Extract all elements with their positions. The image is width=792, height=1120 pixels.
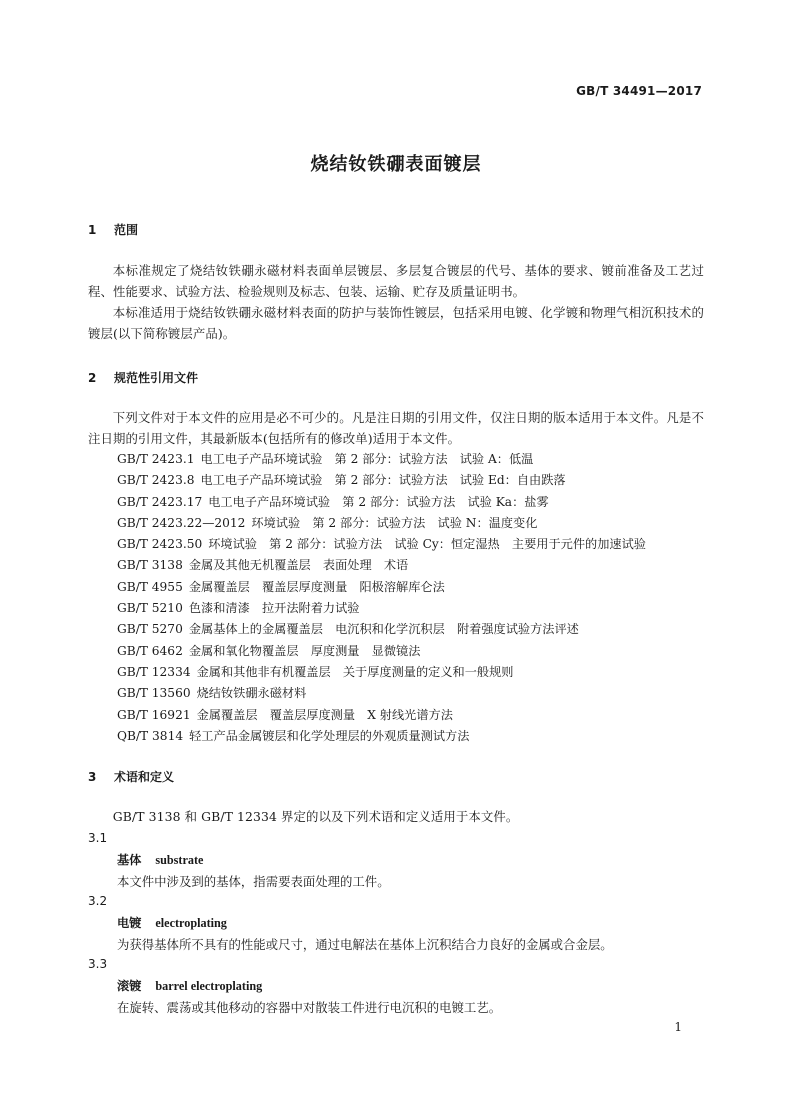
standard-code: GB/T 34491—2017 <box>576 84 702 98</box>
reference-list <box>117 449 717 747</box>
section-1-number: 1 <box>88 223 97 237</box>
reference-code: GB/T 12334 <box>117 664 191 679</box>
reference-code: GB/T 16921 <box>117 707 191 722</box>
section-2-number: 2 <box>88 371 97 385</box>
reference-title: 轻工产品金属镀层和化学处理层的外观质量测试方法 <box>189 728 470 743</box>
reference-item <box>117 662 717 683</box>
term-number: 3.1 <box>88 831 108 845</box>
section-1-para-1: 本标准规定了烧结钕铁硼永磁材料表面单层镀层、多层复合镀层的代号、基体的要求、镀前准备及工艺过程、性能要求、试验方法、检验规则及标志、包装、运输、贮存及质量证明书。 <box>88 263 704 299</box>
term-number: 3.3 <box>88 957 108 971</box>
reference-code: GB/T 2423.22—2012 <box>117 515 246 530</box>
term-name-zh: 基体 <box>117 853 142 867</box>
section-1-title: 范围 <box>114 223 139 237</box>
section-3-title: 术语和定义 <box>114 770 175 784</box>
reference-title: 烧结钕铁硼永磁材料 <box>196 686 307 701</box>
reference-item <box>117 598 717 619</box>
reference-title: 金属基体上的金属覆盖层 电沉积和化学沉积层 附着强度试验方法评述 <box>188 622 579 637</box>
reference-title: 金属及其他无机覆盖层 表面处理 术语 <box>188 558 409 573</box>
reference-title: 金属覆盖层 覆盖层厚度测量 X 射线光谱方法 <box>196 707 453 722</box>
term-definition: 本文件中涉及到的基体，指需要表面处理的工件。 <box>117 874 390 889</box>
reference-item <box>117 683 717 704</box>
term-name <box>117 914 227 931</box>
reference-item <box>117 705 717 726</box>
term-name <box>117 977 262 994</box>
reference-item <box>117 534 717 555</box>
reference-code: QB/T 3814 <box>117 728 184 743</box>
reference-title: 电工电子产品环境试验 第 2 部分：试验方法 试验 A：低温 <box>200 452 534 466</box>
reference-item <box>117 492 717 513</box>
term-definition: 在旋转、震荡或其他移动的容器中对散装工件进行电沉积的电镀工艺。 <box>117 1000 502 1015</box>
reference-code: GB/T 13560 <box>117 686 191 701</box>
section-3-heading <box>88 768 174 785</box>
page-number: 1 <box>674 1020 682 1034</box>
section-2-title: 规范性引用文件 <box>114 371 199 385</box>
document-title: 烧结钕铁硼表面镀层 <box>310 154 482 175</box>
reference-code: GB/T 2423.8 <box>117 473 195 488</box>
reference-title: 电工电子产品环境试验 第 2 部分：试验方法 试验 Ka：盐雾 <box>208 494 549 509</box>
reference-item <box>117 577 717 598</box>
reference-code: GB/T 3138 <box>117 558 183 573</box>
reference-code: GB/T 6462 <box>117 643 183 658</box>
reference-item <box>117 513 717 534</box>
reference-code: GB/T 2423.50 <box>117 537 203 552</box>
reference-title: 环境试验 第 2 部分：试验方法 试验 N：温度变化 <box>251 515 538 530</box>
term-name-en: barrel electroplating <box>155 979 263 993</box>
reference-item <box>117 726 717 747</box>
reference-code: GB/T 2423.1 <box>117 452 195 466</box>
reference-title: 金属覆盖层 覆盖层厚度测量 阳极溶解库仑法 <box>188 579 445 594</box>
term-number: 3.2 <box>88 894 108 908</box>
reference-title: 金属和氧化物覆盖层 厚度测量 显微镜法 <box>188 643 421 658</box>
reference-code: GB/T 5210 <box>117 601 183 616</box>
reference-code: GB/T 5270 <box>117 622 183 637</box>
reference-title: 环境试验 第 2 部分：试验方法 试验 Cy：恒定湿热 主要用于元件的加速试验 <box>208 537 646 552</box>
section-3-intro: GB/T 3138 和 GB/T 12334 界定的以及下列术语和定义适用于本文件。 <box>112 809 519 824</box>
term-name-zh: 滚镀 <box>117 979 142 993</box>
section-3-number: 3 <box>88 770 97 784</box>
term-name <box>117 851 203 868</box>
term-name-zh: 电镀 <box>117 916 142 930</box>
section-1-heading <box>88 221 138 238</box>
term-name-en: substrate <box>155 853 204 867</box>
reference-item <box>117 449 717 470</box>
term-name-en: electroplating <box>155 916 227 930</box>
reference-item <box>117 641 717 662</box>
reference-title: 色漆和清漆 拉开法附着力试验 <box>188 601 360 616</box>
reference-code: GB/T 4955 <box>117 579 183 594</box>
reference-title: 金属和其他非有机覆盖层 关于厚度测量的定义和一般规则 <box>196 664 514 679</box>
term-definition: 为获得基体所不具有的性能或尺寸，通过电解法在基体上沉积结合力良好的金属或合金层。 <box>117 937 613 952</box>
reference-item <box>117 470 717 491</box>
reference-item <box>117 555 717 576</box>
reference-item <box>117 619 717 640</box>
section-2-heading <box>88 369 198 386</box>
reference-title: 电工电子产品环境试验 第 2 部分：试验方法 试验 Ed：自由跌落 <box>200 473 566 488</box>
section-2-intro: 下列文件对于本文件的应用是必不可少的。凡是注日期的引用文件，仅注日期的版本适用于本文件。凡是不注日期的引用文件，其最新版本(包括所有的修改单)适用于本文件。 <box>88 410 704 446</box>
section-1-para-2: 本标准适用于烧结钕铁硼永磁材料表面的防护与装饰性镀层，包括采用电镀、化学镀和物理气相沉积技术的镀层(以下简称镀层产品)。 <box>88 305 704 341</box>
reference-code: GB/T 2423.17 <box>117 494 203 509</box>
